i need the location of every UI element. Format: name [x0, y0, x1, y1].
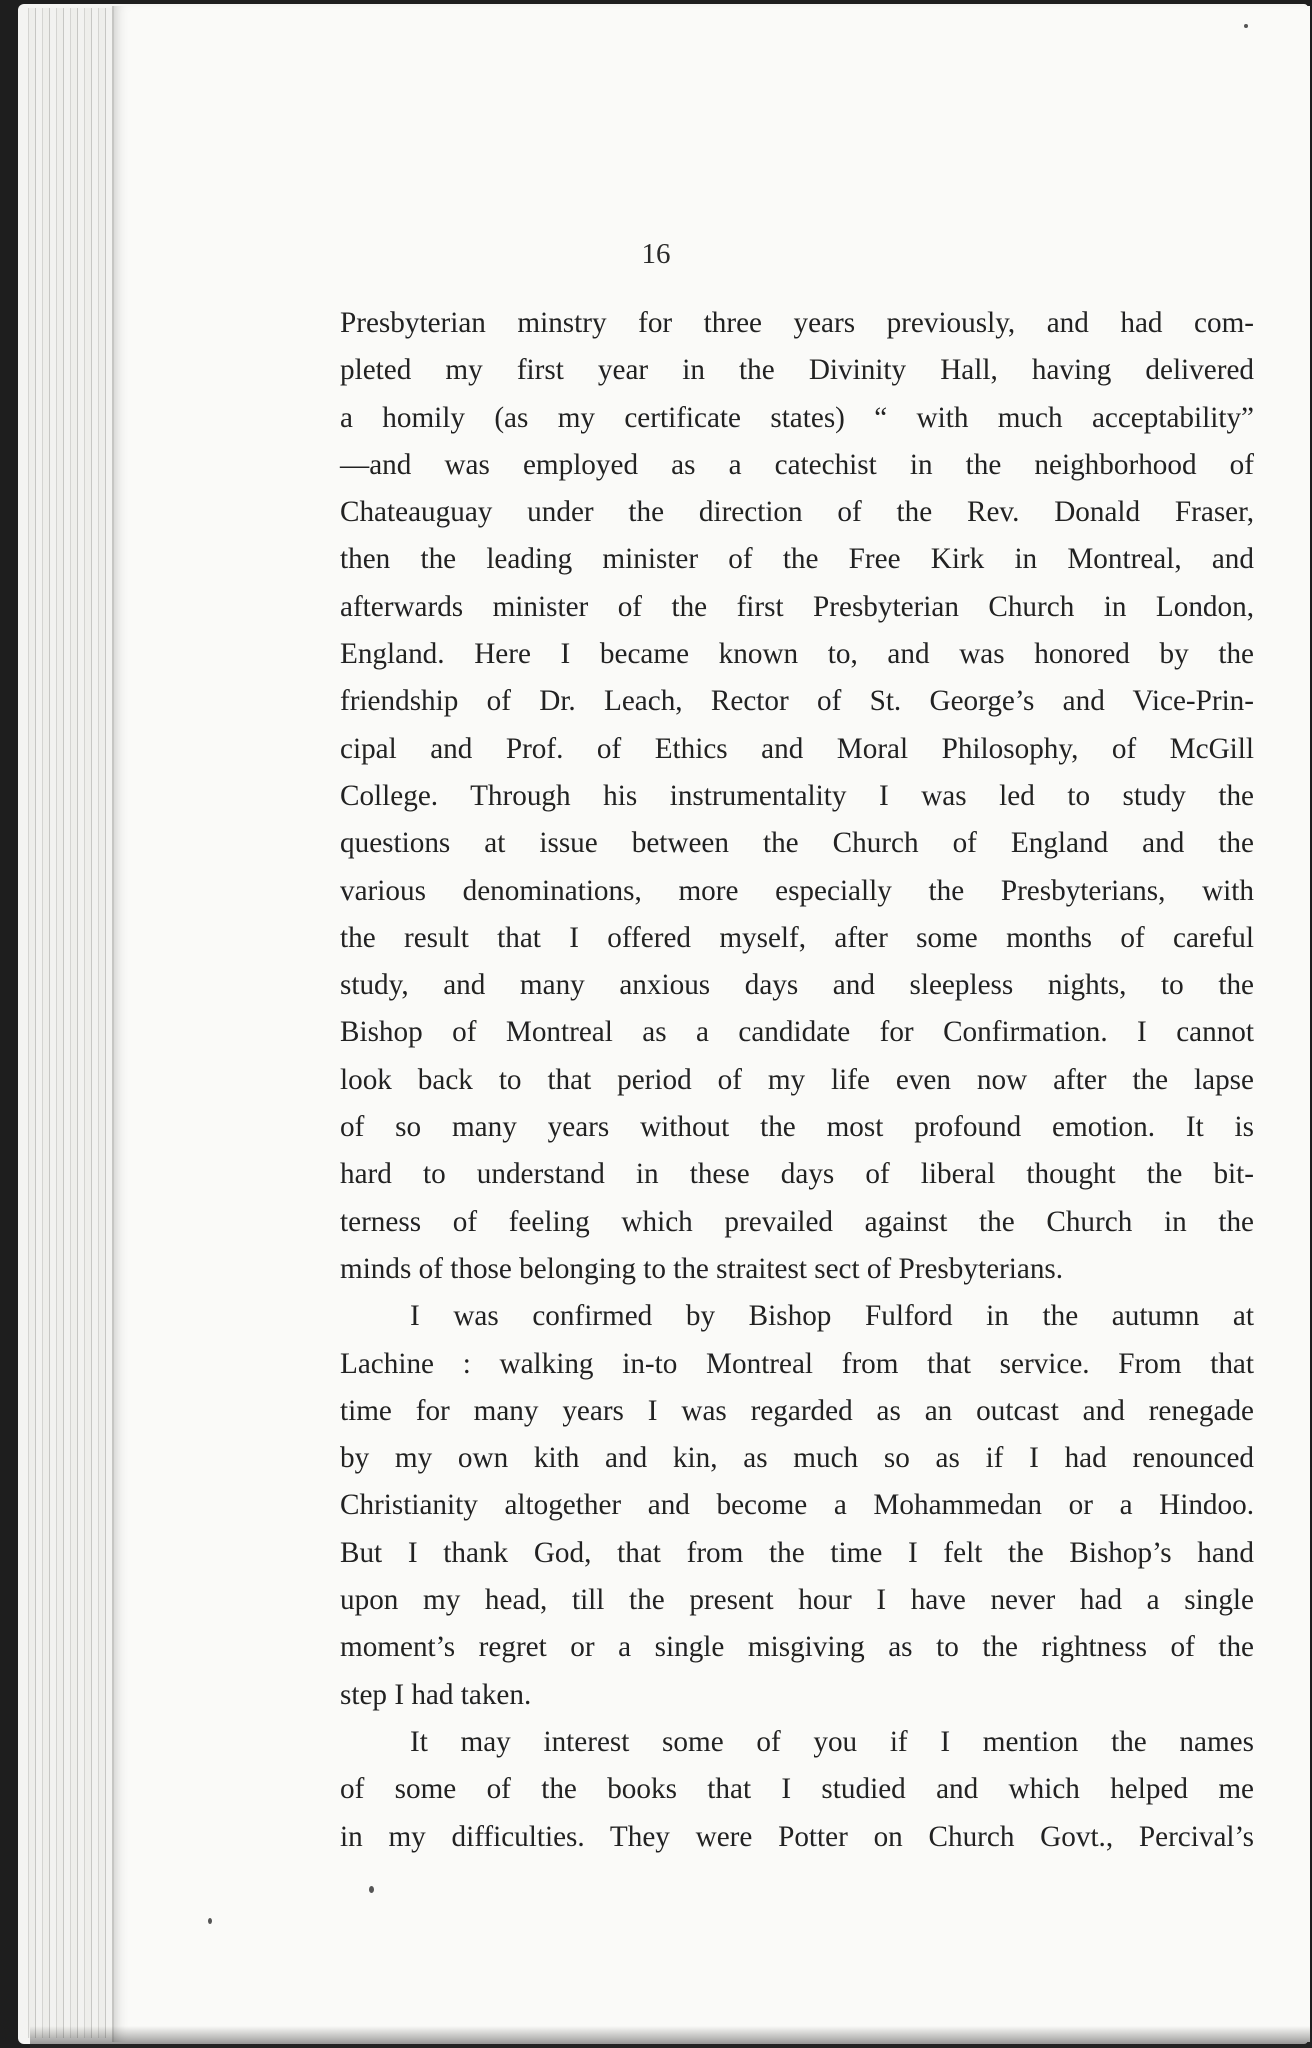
- text-line: questions at issue between the Church of England and the: [340, 827, 1254, 860]
- text-line: of so many years without the most profound emotion. It is: [340, 1111, 1254, 1144]
- ink-speck: [208, 1918, 212, 1924]
- text-line: by my own kith and kin, as much so as if I had renounced: [340, 1442, 1254, 1475]
- text-line: Christianity altogether and become a Mohammedan or a Hindoo.: [340, 1489, 1254, 1522]
- text-line: minds of those belonging to the straitest sect of Presbyterians.: [340, 1252, 1064, 1285]
- text-line: terness of feeling which prevailed against the Church in the: [340, 1205, 1254, 1238]
- text-line: upon my head, till the present hour I have never had a single: [340, 1584, 1254, 1617]
- page-bottom-shadow: [30, 2026, 1312, 2048]
- text-line: look back to that period of my life even now after the lapse: [340, 1063, 1254, 1096]
- text-line: Presbyterian minstry for three years previously, and had com-: [340, 307, 1254, 339]
- text-line: various denominations, more especially the Presbyterians, with: [340, 874, 1254, 907]
- text-line: then the leading minister of the Free Kirk in Montreal, and: [340, 543, 1254, 576]
- ink-speck: [1244, 24, 1248, 28]
- text-line: Chateauguay under the direction of the Rev. Donald Fraser,: [340, 496, 1254, 529]
- text-line: study, and many anxious days and sleepless nights, to the: [340, 969, 1254, 1002]
- text-line: time for many years I was regarded as an outcast and renegade: [340, 1394, 1254, 1427]
- text-line: College. Through his instrumentality I was led to study the: [340, 779, 1254, 812]
- text-line: I was confirmed by Bishop Fulford in the autumn at: [410, 1300, 1254, 1333]
- text-line: moment’s regret or a single misgiving as to the rightness of the: [340, 1631, 1254, 1664]
- text-line: Bishop of Montreal as a candidate for Confirmation. I cannot: [340, 1016, 1254, 1049]
- text-line: in my difficulties. They were Potter on Church Govt., Percival’s: [340, 1820, 1254, 1853]
- text-line: step I had taken.: [340, 1678, 532, 1711]
- text-line: But I thank God, that from the time I felt the Bishop’s hand: [340, 1536, 1254, 1569]
- text-line: England. Here I became known to, and was honored by the: [340, 638, 1254, 671]
- text-line: of some of the books that I studied and which helped me: [340, 1773, 1254, 1806]
- page-number: 16: [641, 238, 671, 270]
- text-line: friendship of Dr. Leach, Rector of St. George’s and Vice-Prin-: [340, 685, 1254, 718]
- page-edges: [28, 8, 118, 2038]
- text-line: pleted my first year in the Divinity Hall, having delivered: [340, 354, 1254, 387]
- text-line: hard to understand in these days of liberal thought the bit-: [340, 1158, 1254, 1191]
- text-line: —and was employed as a catechist in the neighborhood of: [340, 448, 1254, 481]
- text-line: Lachine : walking in-to Montreal from that service. From that: [340, 1347, 1254, 1380]
- text-line: afterwards minister of the first Presbyterian Church in London,: [340, 590, 1254, 623]
- text-line: cipal and Prof. of Ethics and Moral Philosophy, of McGill: [340, 732, 1254, 765]
- text-line: It may interest some of you if I mention the names: [410, 1725, 1254, 1758]
- ink-speck: [369, 1886, 374, 1893]
- text-line: a homily (as my certificate states) “ with much acceptability”: [340, 401, 1254, 434]
- text-line: the result that I offered myself, after some months of careful: [340, 921, 1254, 954]
- body-text: [340, 300, 1254, 1861]
